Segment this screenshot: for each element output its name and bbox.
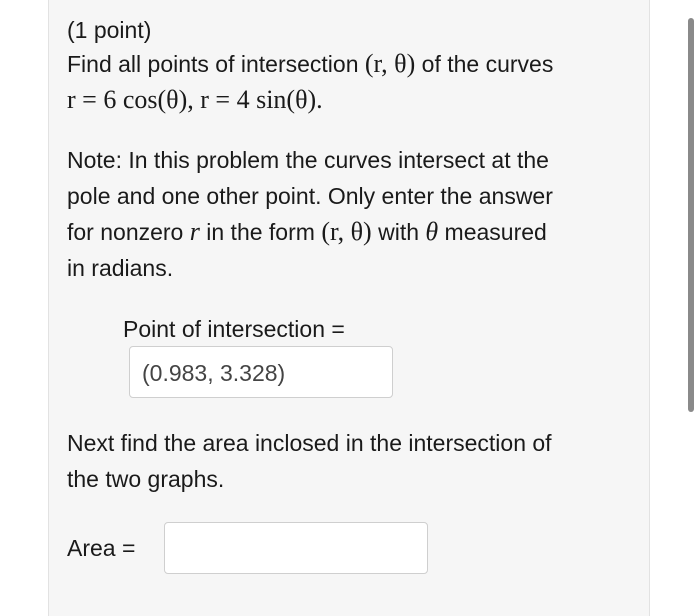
area-label: Area = xyxy=(67,535,136,561)
note-line-3 xyxy=(67,214,637,250)
question-text xyxy=(67,46,637,82)
note-line-3-with: with xyxy=(371,219,426,245)
note-math-theta: θ xyxy=(425,217,439,246)
note-math-r-theta: (r, θ) xyxy=(321,217,372,246)
intersection-label: Point of intersection = xyxy=(123,316,345,342)
question-math: (r, θ) xyxy=(364,49,416,78)
area-question-line-1: Next find the area inclosed in the intersection of xyxy=(67,430,552,456)
note-line-3-prefix: for nonzero xyxy=(67,219,190,245)
area-question-line-2: the two graphs. xyxy=(67,466,225,492)
note-line-3-mid: in the form xyxy=(199,219,322,245)
question-suffix: of the curves xyxy=(415,51,554,77)
intersection-answer-field[interactable]: (0.983, 3.328) xyxy=(129,346,393,398)
note-line-2: pole and one other point. Only enter the answer xyxy=(67,183,553,209)
area-answer-field[interactable] xyxy=(164,522,428,574)
area-question-text xyxy=(67,425,637,497)
curve-equations xyxy=(67,82,637,118)
scrollbar[interactable] xyxy=(688,18,694,412)
curve-equations-math: r = 6 cos(θ), r = 4 sin(θ). xyxy=(67,85,323,114)
note-math-r: r xyxy=(189,217,200,246)
points-label: (1 point) xyxy=(67,17,152,43)
note-text xyxy=(67,142,637,286)
note-line-3-suffix: measured xyxy=(438,219,547,245)
question-prefix: Find all points of intersection xyxy=(67,51,365,77)
note-line-1: Note: In this problem the curves intersect at the xyxy=(67,147,549,173)
note-line-4: in radians. xyxy=(67,255,174,281)
